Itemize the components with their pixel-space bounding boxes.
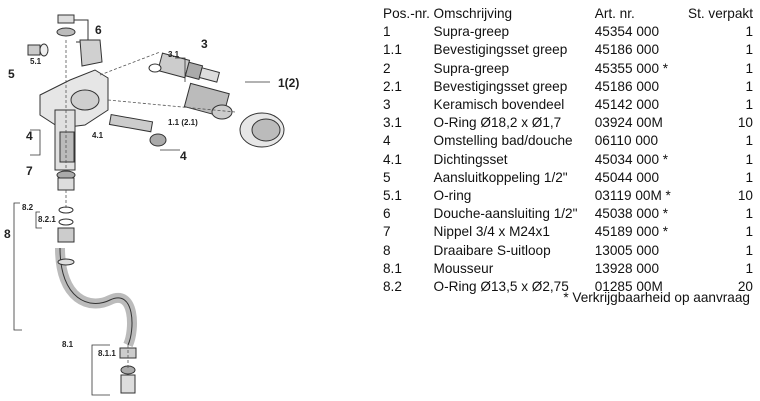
header-quantity: St. verpakt (688, 6, 753, 21)
callout-5-1: 5.1 (30, 57, 42, 66)
callout-1-1-2-1: 1.1 (2.1) (168, 118, 198, 127)
table-row (383, 78, 753, 96)
cell-description: Douche-aansluiting 1/2" (433, 206, 578, 222)
cell-article-number: 45186 000 (594, 42, 660, 58)
cell-article-number: 45189 000 * (594, 224, 669, 240)
cell-article-number: 13005 000 (594, 242, 660, 258)
cell-quantity: 20 (737, 279, 753, 295)
cell-article-number: 45034 000 * (594, 151, 669, 167)
cell-article-number: 45355 000 * (594, 60, 669, 76)
cell-quantity: 1 (745, 169, 753, 185)
cell-pos: 1 (383, 24, 391, 40)
cell-description: Supra-greep (433, 24, 510, 40)
cell-quantity: 1 (745, 60, 753, 76)
callout-8: 8 (4, 227, 11, 241)
callout-3-1: 3.1 (168, 50, 180, 59)
cell-article-number: 01285 00M (594, 279, 663, 295)
callout-3: 3 (201, 37, 208, 51)
cell-pos: 5 (383, 169, 391, 185)
table-row (383, 187, 753, 205)
cell-quantity: 1 (745, 151, 753, 167)
cell-pos: 7 (383, 224, 391, 240)
callout-4-1: 4.1 (92, 131, 104, 140)
exploded-parts-diagram (0, 0, 372, 401)
cell-quantity: 10 (737, 115, 753, 131)
cell-article-number: 03924 00M (594, 115, 663, 131)
table-row (383, 260, 753, 278)
table-row (383, 23, 753, 41)
cell-description: Nippel 3/4 x M24x1 (433, 224, 550, 240)
cell-article-number: 03119 00M * (594, 188, 671, 204)
callout-5: 5 (8, 67, 15, 81)
cell-description: Mousseur (433, 260, 494, 276)
callout-1-2: 1(2) (278, 76, 300, 90)
table-row (383, 60, 753, 78)
callout-4-left: 4 (26, 129, 33, 143)
cell-pos: 8 (383, 242, 391, 258)
cell-pos: 4.1 (383, 151, 402, 167)
cell-article-number: 45354 000 (594, 24, 660, 40)
cell-pos: 3 (383, 97, 391, 113)
callout-8-1: 8.1 (62, 340, 74, 349)
callout-8-1-1: 8.1.1 (98, 349, 116, 358)
table-row (383, 96, 753, 114)
cell-pos: 2.1 (383, 78, 402, 94)
parts-table (383, 5, 753, 296)
cell-description: Bevestigingsset greep (433, 42, 568, 58)
cell-pos: 4 (383, 133, 391, 149)
header-description: Omschrijving (433, 6, 513, 21)
cell-article-number: 45044 000 (594, 169, 660, 185)
cell-description: Dichtingsset (433, 151, 508, 167)
cell-description: Draaibare S-uitloop (433, 242, 551, 258)
cell-quantity: 1 (745, 133, 753, 149)
cell-description: Bevestigingsset greep (433, 78, 568, 94)
callout-6: 6 (95, 23, 102, 37)
cell-pos: 2 (383, 60, 391, 76)
availability-footnote: * Verkrijgbaarheid op aanvraag (563, 290, 750, 305)
table-row (383, 114, 753, 132)
table-row (383, 151, 753, 169)
cell-quantity: 10 (737, 188, 753, 204)
cell-pos: 3.1 (383, 115, 402, 131)
cell-pos: 1.1 (383, 42, 402, 58)
cell-article-number: 45186 000 (594, 78, 660, 94)
cell-quantity: 1 (745, 224, 753, 240)
cell-quantity: 1 (745, 260, 753, 276)
cell-description: O-Ring Ø13,5 x Ø2,75 (433, 279, 569, 295)
cell-description: Aansluitkoppeling 1/2" (433, 169, 568, 185)
cell-quantity: 1 (745, 242, 753, 258)
table-row (383, 205, 753, 223)
cell-quantity: 1 (745, 206, 753, 222)
callout-8-2: 8.2 (22, 203, 34, 212)
callout-4-right: 4 (180, 149, 187, 163)
cell-quantity: 1 (745, 42, 753, 58)
cell-description: Omstelling bad/douche (433, 133, 573, 149)
cell-description: O-Ring Ø18,2 x Ø1,7 (433, 115, 562, 131)
cell-quantity: 1 (745, 97, 753, 113)
cell-article-number: 13928 000 (594, 260, 660, 276)
table-row (383, 41, 753, 59)
cell-pos: 8.1 (383, 260, 402, 276)
callout-8-2-1: 8.2.1 (38, 215, 56, 224)
table-row (383, 223, 753, 241)
cell-pos: 8.2 (383, 279, 402, 295)
cell-article-number: 45038 000 * (594, 206, 669, 222)
table-row (383, 169, 753, 187)
table-header-row (383, 5, 753, 23)
cell-pos: 6 (383, 206, 391, 222)
cell-quantity: 1 (745, 24, 753, 40)
callout-7: 7 (26, 164, 33, 178)
cell-quantity: 1 (745, 78, 753, 94)
cell-article-number: 45142 000 (594, 97, 660, 113)
header-pos: Pos.-nr. (383, 6, 430, 21)
header-article-number: Art. nr. (594, 6, 635, 21)
cell-description: O-ring (433, 188, 472, 204)
cell-pos: 5.1 (383, 188, 402, 204)
cell-description: Supra-greep (433, 60, 510, 76)
cell-description: Keramisch bovendeel (433, 97, 565, 113)
table-row (383, 242, 753, 260)
table-row (383, 132, 753, 150)
cell-article-number: 06110 000 (594, 133, 658, 149)
